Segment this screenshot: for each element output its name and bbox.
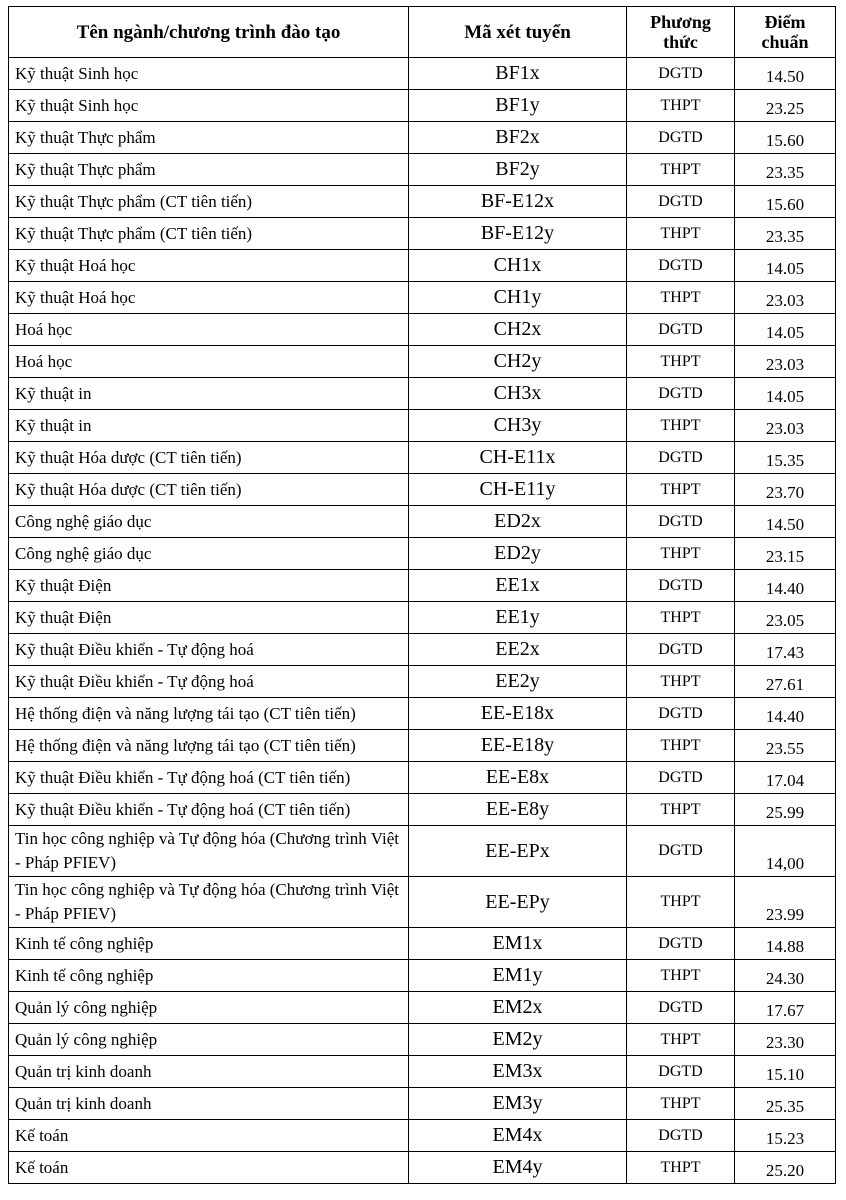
admission-code-cell: CH1y <box>409 282 627 314</box>
method-cell: DGTD <box>627 1056 735 1088</box>
admission-code-cell: BF1x <box>409 58 627 90</box>
program-name-cell: Kỹ thuật Sinh học <box>9 90 409 122</box>
table-row <box>9 1088 836 1120</box>
header-program-name: Tên ngành/chương trình đào tạo <box>9 7 409 58</box>
program-name-cell: Kinh tế công nghiệp <box>9 960 409 992</box>
table-row <box>9 346 836 378</box>
cutoff-score-cell: 17.67 <box>735 992 836 1024</box>
cutoff-score-cell: 23.30 <box>735 1024 836 1056</box>
table-row <box>9 282 836 314</box>
cutoff-score-cell: 17.04 <box>735 762 836 794</box>
method-cell: DGTD <box>627 314 735 346</box>
cutoff-score-cell: 23.15 <box>735 538 836 570</box>
table-row <box>9 1120 836 1152</box>
program-name-cell: Công nghệ giáo dục <box>9 506 409 538</box>
cutoff-score-cell: 23.03 <box>735 346 836 378</box>
method-cell: THPT <box>627 794 735 826</box>
cutoff-score-cell: 15.35 <box>735 442 836 474</box>
program-name-cell: Kỹ thuật in <box>9 378 409 410</box>
admission-code-cell: EM4y <box>409 1152 627 1184</box>
program-name-cell: Kỹ thuật Hoá học <box>9 250 409 282</box>
program-name-cell: Kỹ thuật Thực phẩm (CT tiên tiến) <box>9 186 409 218</box>
program-name-cell: Hoá học <box>9 314 409 346</box>
method-cell: DGTD <box>627 992 735 1024</box>
cutoff-score-cell: 14.05 <box>735 314 836 346</box>
table-row <box>9 250 836 282</box>
method-cell: THPT <box>627 154 735 186</box>
cutoff-score-cell: 23.35 <box>735 218 836 250</box>
program-name-cell: Kế toán <box>9 1120 409 1152</box>
program-name-cell: Hệ thống điện và năng lượng tái tạo (CT tiên tiến) <box>9 698 409 730</box>
admission-code-cell: EE-E18y <box>409 730 627 762</box>
table-row <box>9 538 836 570</box>
method-cell: DGTD <box>627 442 735 474</box>
method-cell: THPT <box>627 1024 735 1056</box>
method-cell: THPT <box>627 218 735 250</box>
cutoff-score-cell: 25.35 <box>735 1088 836 1120</box>
program-name-cell: Kế toán <box>9 1152 409 1184</box>
method-cell: DGTD <box>627 58 735 90</box>
cutoff-score-cell: 15.60 <box>735 186 836 218</box>
cutoff-score-cell: 23.99 <box>735 877 836 928</box>
cutoff-score-cell: 14.50 <box>735 506 836 538</box>
admission-code-cell: EE2y <box>409 666 627 698</box>
method-cell: DGTD <box>627 570 735 602</box>
method-cell: DGTD <box>627 186 735 218</box>
program-name-cell: Kinh tế công nghiệp <box>9 928 409 960</box>
table-row <box>9 442 836 474</box>
program-name-cell: Hoá học <box>9 346 409 378</box>
table-row <box>9 154 836 186</box>
admission-code-cell: EE-EPx <box>409 826 627 877</box>
program-name-cell: Kỹ thuật Thực phẩm <box>9 122 409 154</box>
cutoff-score-cell: 24.30 <box>735 960 836 992</box>
method-cell: THPT <box>627 410 735 442</box>
method-cell: THPT <box>627 666 735 698</box>
cutoff-score-cell: 27.61 <box>735 666 836 698</box>
method-cell: DGTD <box>627 928 735 960</box>
table-row <box>9 186 836 218</box>
table-row <box>9 960 836 992</box>
cutoff-score-cell: 14,00 <box>735 826 836 877</box>
method-cell: THPT <box>627 960 735 992</box>
table-row <box>9 1024 836 1056</box>
admission-score-table <box>8 6 836 1184</box>
cutoff-score-cell: 23.55 <box>735 730 836 762</box>
method-cell: THPT <box>627 1152 735 1184</box>
program-name-cell: Kỹ thuật Thực phẩm (CT tiên tiến) <box>9 218 409 250</box>
method-cell: THPT <box>627 538 735 570</box>
program-name-cell: Kỹ thuật Hóa dược (CT tiên tiến) <box>9 442 409 474</box>
admission-code-cell: EM3x <box>409 1056 627 1088</box>
table-row <box>9 1152 836 1184</box>
table-row <box>9 314 836 346</box>
method-cell: THPT <box>627 877 735 928</box>
admission-code-cell: BF1y <box>409 90 627 122</box>
method-cell: THPT <box>627 90 735 122</box>
method-cell: DGTD <box>627 506 735 538</box>
admission-code-cell: BF2y <box>409 154 627 186</box>
program-name-cell: Kỹ thuật Sinh học <box>9 58 409 90</box>
method-cell: DGTD <box>627 250 735 282</box>
program-name-cell: Quản lý công nghiệp <box>9 1024 409 1056</box>
cutoff-score-cell: 14.40 <box>735 698 836 730</box>
admission-code-cell: ED2y <box>409 538 627 570</box>
method-cell: DGTD <box>627 122 735 154</box>
program-name-cell: Kỹ thuật Điều khiển - Tự động hoá <box>9 634 409 666</box>
table-row <box>9 826 836 877</box>
table-row <box>9 58 836 90</box>
admission-code-cell: EM2x <box>409 992 627 1024</box>
table-row <box>9 698 836 730</box>
admission-code-cell: CH3x <box>409 378 627 410</box>
admission-code-cell: CH3y <box>409 410 627 442</box>
table-row <box>9 762 836 794</box>
table-row <box>9 1056 836 1088</box>
table-row <box>9 570 836 602</box>
method-cell: THPT <box>627 474 735 506</box>
admission-code-cell: EE1x <box>409 570 627 602</box>
program-name-cell: Công nghệ giáo dục <box>9 538 409 570</box>
header-row <box>9 7 836 58</box>
admission-code-cell: BF2x <box>409 122 627 154</box>
program-name-cell: Kỹ thuật Điện <box>9 570 409 602</box>
table-row <box>9 378 836 410</box>
cutoff-score-cell: 17.43 <box>735 634 836 666</box>
method-cell: THPT <box>627 346 735 378</box>
admission-code-cell: CH-E11x <box>409 442 627 474</box>
cutoff-score-cell: 25.99 <box>735 794 836 826</box>
header-cutoff-score <box>735 7 836 58</box>
cutoff-score-cell: 15.60 <box>735 122 836 154</box>
program-name-cell: Kỹ thuật in <box>9 410 409 442</box>
program-name-cell: Tin học công nghiệp và Tự động hóa (Chương trình Việt - Pháp PFIEV) <box>9 877 409 928</box>
program-name-cell: Quản trị kinh doanh <box>9 1088 409 1120</box>
cutoff-score-cell: 25.20 <box>735 1152 836 1184</box>
table-row <box>9 506 836 538</box>
method-cell: DGTD <box>627 826 735 877</box>
admission-code-cell: CH1x <box>409 250 627 282</box>
admission-code-cell: EE-EPy <box>409 877 627 928</box>
admission-code-cell: BF-E12x <box>409 186 627 218</box>
program-name-cell: Kỹ thuật Hoá học <box>9 282 409 314</box>
admission-code-cell: EM4x <box>409 1120 627 1152</box>
table-row <box>9 992 836 1024</box>
cutoff-score-cell: 14.88 <box>735 928 836 960</box>
admission-code-cell: EM2y <box>409 1024 627 1056</box>
admission-code-cell: BF-E12y <box>409 218 627 250</box>
method-cell: DGTD <box>627 762 735 794</box>
header-score-line2: chuẩn <box>761 32 809 52</box>
admission-code-cell: EM3y <box>409 1088 627 1120</box>
table-row <box>9 666 836 698</box>
cutoff-score-cell: 23.25 <box>735 90 836 122</box>
admission-code-cell: EE-E18x <box>409 698 627 730</box>
admission-code-cell: ED2x <box>409 506 627 538</box>
admission-code-cell: EM1y <box>409 960 627 992</box>
admission-code-cell: EE-E8x <box>409 762 627 794</box>
admission-code-cell: CH2x <box>409 314 627 346</box>
method-cell: THPT <box>627 730 735 762</box>
cutoff-score-cell: 23.70 <box>735 474 836 506</box>
program-name-cell: Kỹ thuật Điện <box>9 602 409 634</box>
table-row <box>9 90 836 122</box>
table-row <box>9 410 836 442</box>
program-name-cell: Kỹ thuật Thực phẩm <box>9 154 409 186</box>
cutoff-score-cell: 15.10 <box>735 1056 836 1088</box>
program-name-cell: Quản lý công nghiệp <box>9 992 409 1024</box>
header-admission-code: Mã xét tuyển <box>409 7 627 58</box>
program-name-cell: Hệ thống điện và năng lượng tái tạo (CT tiên tiến) <box>9 730 409 762</box>
table-row <box>9 730 836 762</box>
method-cell: THPT <box>627 1088 735 1120</box>
header-method-line2: thức <box>663 32 698 52</box>
table-row <box>9 218 836 250</box>
table-body <box>9 58 836 1184</box>
method-cell: DGTD <box>627 378 735 410</box>
header-score-line1: Điểm <box>764 12 806 32</box>
cutoff-score-cell: 23.03 <box>735 410 836 442</box>
cutoff-score-cell: 23.03 <box>735 282 836 314</box>
program-name-cell: Quản trị kinh doanh <box>9 1056 409 1088</box>
table-row <box>9 794 836 826</box>
method-cell: DGTD <box>627 634 735 666</box>
program-name-cell: Kỹ thuật Hóa dược (CT tiên tiến) <box>9 474 409 506</box>
header-method-line1: Phương <box>650 12 711 32</box>
admission-code-cell: CH-E11y <box>409 474 627 506</box>
admission-code-cell: CH2y <box>409 346 627 378</box>
table-row <box>9 602 836 634</box>
table-row <box>9 634 836 666</box>
cutoff-score-cell: 23.35 <box>735 154 836 186</box>
program-name-cell: Kỹ thuật Điều khiển - Tự động hoá <box>9 666 409 698</box>
header-method <box>627 7 735 58</box>
admission-code-cell: EE2x <box>409 634 627 666</box>
method-cell: THPT <box>627 282 735 314</box>
table-header <box>9 7 836 58</box>
cutoff-score-cell: 14.40 <box>735 570 836 602</box>
cutoff-score-cell: 14.05 <box>735 378 836 410</box>
method-cell: THPT <box>627 602 735 634</box>
table-row <box>9 928 836 960</box>
table-row <box>9 122 836 154</box>
method-cell: DGTD <box>627 1120 735 1152</box>
cutoff-score-cell: 14.50 <box>735 58 836 90</box>
table-row <box>9 877 836 928</box>
program-name-cell: Kỹ thuật Điều khiển - Tự động hoá (CT tiên tiến) <box>9 794 409 826</box>
cutoff-score-cell: 14.05 <box>735 250 836 282</box>
program-name-cell: Tin học công nghiệp và Tự động hóa (Chương trình Việt - Pháp PFIEV) <box>9 826 409 877</box>
cutoff-score-cell: 23.05 <box>735 602 836 634</box>
method-cell: DGTD <box>627 698 735 730</box>
table-row <box>9 474 836 506</box>
cutoff-score-cell: 15.23 <box>735 1120 836 1152</box>
admission-code-cell: EM1x <box>409 928 627 960</box>
admission-score-sheet <box>8 6 835 1184</box>
admission-code-cell: EE1y <box>409 602 627 634</box>
admission-code-cell: EE-E8y <box>409 794 627 826</box>
program-name-cell: Kỹ thuật Điều khiển - Tự động hoá (CT tiên tiến) <box>9 762 409 794</box>
